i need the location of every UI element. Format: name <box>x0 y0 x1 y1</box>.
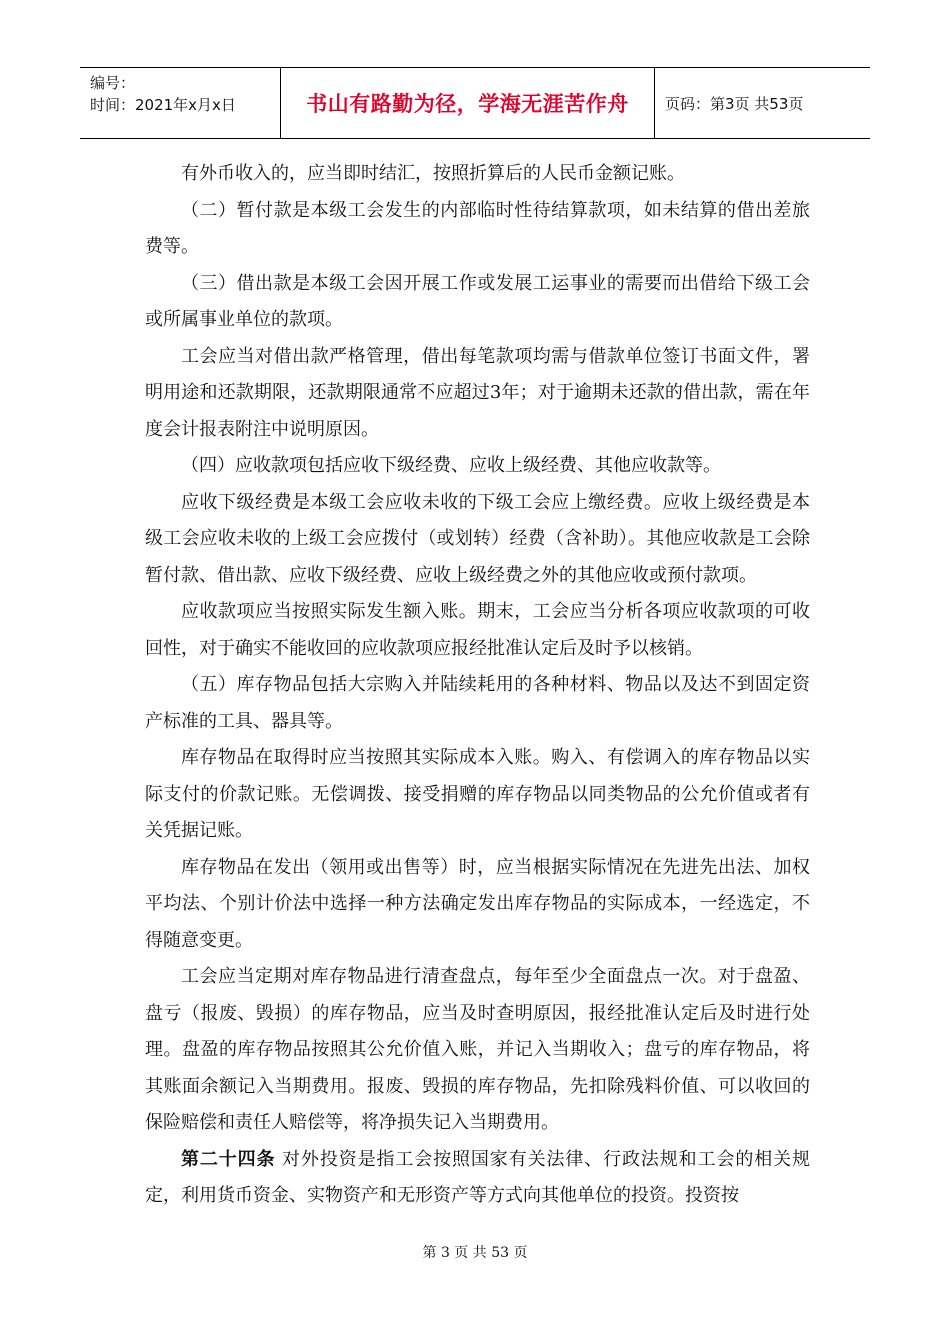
footer-page-number: 第 3 页 共 53 页 <box>422 1245 528 1261</box>
paragraph: （四）应收款项包括应收下级经费、应收上级经费、其他应收款等。 <box>181 455 721 476</box>
header-motto: 书山有路勤为径，学海无涯苦作舟 <box>306 92 629 116</box>
article-number: 第二十四条 <box>181 1148 276 1170</box>
paragraph: 应收下级经费是本级工会应收未收的下级工会应上缴经费。应收上级经费是本级工会应收未收的上级工会应拨付（或划转）经费（含补助）。其他应收款是工会除暂付款、借出款、应收下级经费、应收上级经费之外的其他应收或预付款项。 <box>145 491 810 586</box>
paragraph: 库存物品在取得时应当按照其实际成本入账。购入、有偿调入的库存物品以实际支付的价款记账。无偿调拨、接受捐赠的库存物品以同类物品的公允价值或者有关凭据记账。 <box>145 747 810 841</box>
paragraph: 库存物品在发出（领用或出售等）时，应当根据实际情况在先进先出法、加权平均法、个别计价法中选择一种方法确定发出库存物品的实际成本，一经选定，不得随意变更。 <box>145 856 810 951</box>
header-page-info <box>655 68 870 138</box>
article-text: 对外投资是指工会按照国家有关法律、行政法规和工会的相关规定，利用货币资金、实物资产和无形资产等方式向其他单位的投资。投资按 <box>145 1148 810 1206</box>
document-body <box>145 156 810 1215</box>
date-label: 时间：2021年x月x日 <box>90 96 236 114</box>
paragraph: 应收款项应当按照实际发生额入账。期末，工会应当分析各项应收款项的可收回性，对于确实不能收回的应收款项应报经批准认定后及时予以核销。 <box>145 601 810 659</box>
paragraph: 有外币收入的，应当即时结汇，按照折算后的人民币金额记账。 <box>181 163 685 184</box>
paragraph: 工会应当对借出款严格管理，借出每笔款项均需与借款单位签订书面文件，署明用途和还款期限，还款期限通常不应超过3年；对于逾期未还款的借出款，需在年度会计报表附注中说明原因。 <box>145 345 810 440</box>
header-meta <box>80 68 281 138</box>
article-paragraph <box>145 1142 810 1215</box>
page-footer <box>0 1242 950 1262</box>
paragraph: 工会应当定期对库存物品进行清查盘点，每年至少全面盘点一次。对于盘盈、盘亏（报废、毁损）的库存物品，应当及时查明原因，报经批准认定后及时进行处理。盘盈的库存物品按照其公允价值入账，并记入当期收入；盘亏的库存物品，将其账面余额记入当期费用。报废、毁损的库存物品，先扣除残料价值、可以收回的保险赔偿和责任人赔偿等，将净损失记入当期费用。 <box>145 966 810 1133</box>
paragraph: （五）库存物品包括大宗购入并陆续耗用的各种材料、物品以及达不到固定资产标准的工具、器具等。 <box>145 674 810 732</box>
paragraph: （三）借出款是本级工会因开展工作或发展工运事业的需要而出借给下级工会或所属事业单位的款项。 <box>145 272 810 330</box>
document-header <box>80 67 870 139</box>
page-label: 页码：第3页 共53页 <box>665 94 804 113</box>
header-motto-cell <box>281 68 655 138</box>
paragraph: （二）暂付款是本级工会发生的内部临时性待结算款项，如未结算的借出差旅费等。 <box>145 199 810 257</box>
serial-label: 编号： <box>90 74 136 92</box>
